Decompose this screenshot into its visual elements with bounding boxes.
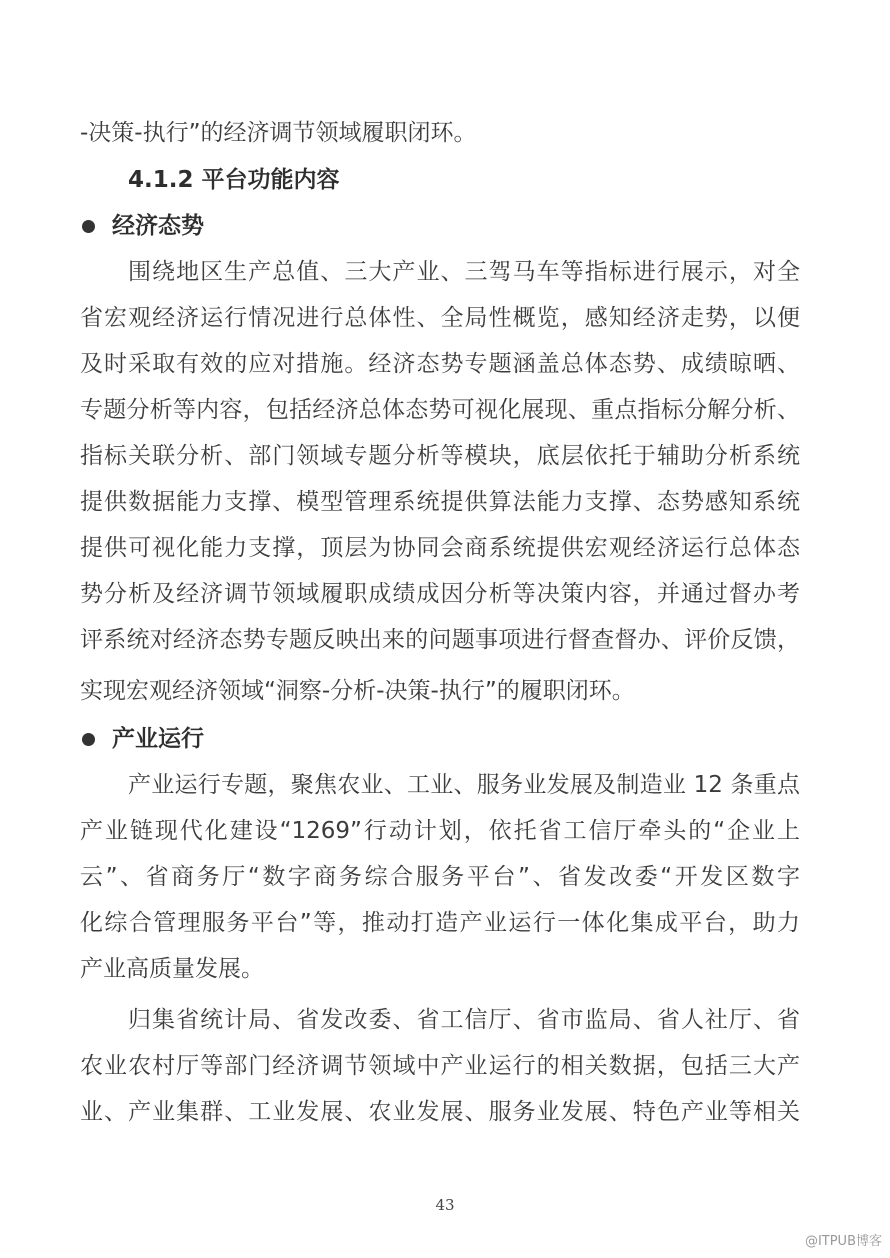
paragraph-line: 提供数据能力支撑、模型管理系统提供算法能力支撑、态势感知系统 xyxy=(80,489,800,515)
watermark: @ITPUB博客 xyxy=(804,1234,882,1249)
paragraph-line: 及时采取有效的应对措施。经济态势专题涵盖总体态势、成绩晾晒、 xyxy=(80,351,800,377)
bullet-icon xyxy=(82,733,95,746)
paragraph-line: 围绕地区生产总值、三大产业、三驾马车等指标进行展示，对全 xyxy=(128,259,800,285)
paragraph-line: 产业运行专题，聚焦农业、工业、服务业发展及制造业 12 条重点 xyxy=(128,772,800,798)
paragraph-line: 指标关联分析、部门领域专题分析等模块，底层依托于辅助分析系统 xyxy=(80,443,800,469)
page-number: 43 xyxy=(435,1196,455,1214)
paragraph-line: 实现宏观经济领域“洞察-分析-决策-执行”的履职闭环。 xyxy=(80,678,635,704)
paragraph-line: 势分析及经济调节领域履职成绩成因分析等决策内容，并通过督办考 xyxy=(80,581,800,607)
paragraph-line: -决策-执行”的经济调节领域履职闭环。 xyxy=(80,120,477,146)
subsection-title: 产业运行 xyxy=(112,726,204,752)
paragraph-line: 产业高质量发展。 xyxy=(80,956,264,982)
paragraph-line: 归集省统计局、省发改委、省工信厅、省市监局、省人社厅、省 xyxy=(128,1007,800,1033)
paragraph-line: 专题分析等内容，包括经济总体态势可视化展现、重点指标分解分析、 xyxy=(80,397,800,423)
paragraph-line: 提供可视化能力支撑，顶层为协同会商系统提供宏观经济运行总体态 xyxy=(80,535,800,561)
paragraph-line: 评系统对经济态势专题反映出来的问题事项进行督查督办、评价反馈， xyxy=(80,627,800,653)
paragraph-line: 化综合管理服务平台”等，推动打造产业运行一体化集成平台，助力 xyxy=(80,910,800,936)
bullet-icon xyxy=(82,220,95,233)
subsection-title: 经济态势 xyxy=(112,213,204,239)
paragraph-line: 云”、省商务厅“数字商务综合服务平台”、省发改委“开发区数字 xyxy=(80,864,800,890)
section-heading: 4.1.2 平台功能内容 xyxy=(128,167,340,193)
paragraph-line: 农业农村厅等部门经济调节领域中产业运行的相关数据，包括三大产 xyxy=(80,1053,800,1079)
paragraph-line: 产业链现代化建设“1269”行动计划，依托省工信厅牵头的“企业上 xyxy=(80,818,800,844)
paragraph-line: 省宏观经济运行情况进行总体性、全局性概览，感知经济走势，以便 xyxy=(80,305,800,331)
paragraph-line: 业、产业集群、工业发展、农业发展、服务业发展、特色产业等相关 xyxy=(80,1099,800,1125)
